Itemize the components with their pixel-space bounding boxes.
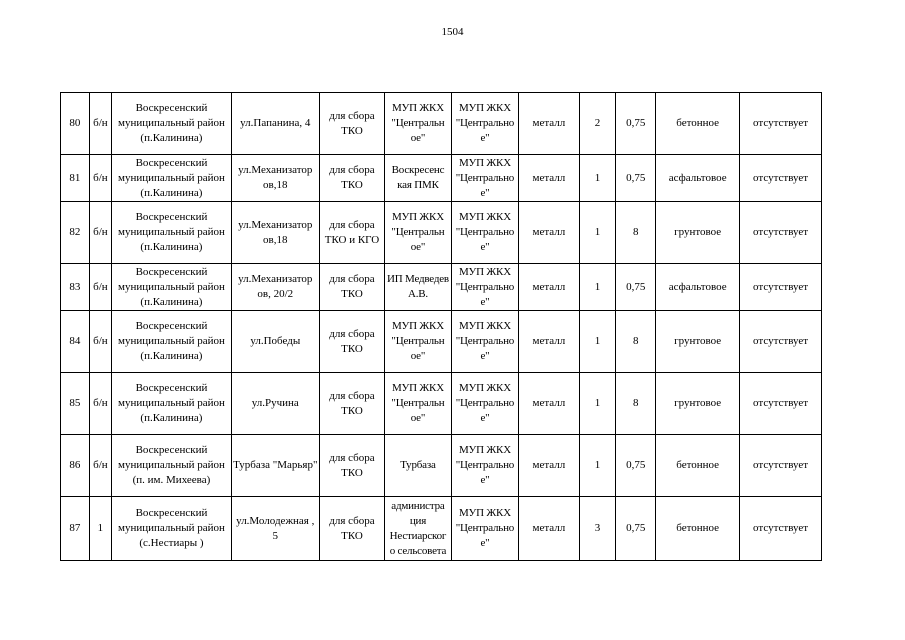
count-cell: 2 bbox=[579, 93, 616, 155]
material-cell: металл bbox=[519, 93, 579, 155]
count-cell: 1 bbox=[579, 311, 616, 373]
volume-cell: 8 bbox=[616, 202, 656, 264]
district-cell: Воскресенский муниципальный район (п.Калинина) bbox=[112, 264, 232, 311]
count-cell: 1 bbox=[579, 264, 616, 311]
surface-cell: асфальтовое bbox=[656, 155, 740, 202]
row-number: 84 bbox=[61, 311, 90, 373]
address-cell: ул.Молодежная , 5 bbox=[231, 497, 319, 561]
volume-cell: 0,75 bbox=[616, 264, 656, 311]
owner-cell: МУП ЖКХ "Центральн ое" bbox=[385, 311, 451, 373]
fence-cell: отсутствует bbox=[740, 93, 822, 155]
volume-cell: 0,75 bbox=[616, 435, 656, 497]
table-row bbox=[61, 202, 822, 264]
fence-cell: отсутствует bbox=[740, 264, 822, 311]
service-cell: МУП ЖКХ "Центрально е" bbox=[451, 202, 519, 264]
table-row bbox=[61, 311, 822, 373]
row-number: 83 bbox=[61, 264, 90, 311]
volume-cell: 8 bbox=[616, 311, 656, 373]
surface-cell: грунтовое bbox=[656, 202, 740, 264]
row-number: 80 bbox=[61, 93, 90, 155]
volume-cell: 8 bbox=[616, 373, 656, 435]
row-code: б/н bbox=[89, 155, 112, 202]
count-cell: 1 bbox=[579, 373, 616, 435]
purpose-cell: для сбора ТКО bbox=[319, 155, 384, 202]
address-cell: ул.Победы bbox=[231, 311, 319, 373]
material-cell: металл bbox=[519, 497, 579, 561]
district-cell: Воскресенский муниципальный район (п.Калинина) bbox=[112, 155, 232, 202]
owner-cell: МУП ЖКХ "Центральн ое" bbox=[385, 202, 451, 264]
district-cell: Воскресенский муниципальный район (п.Калинина) bbox=[112, 311, 232, 373]
surface-cell: бетонное bbox=[656, 435, 740, 497]
surface-cell: бетонное bbox=[656, 497, 740, 561]
table-row bbox=[61, 93, 822, 155]
fence-cell: отсутствует bbox=[740, 435, 822, 497]
address-cell: ул.Механизатор ов,18 bbox=[231, 155, 319, 202]
address-cell: ул.Механизатор ов, 20/2 bbox=[231, 264, 319, 311]
owner-cell: МУП ЖКХ "Центральн ое" bbox=[385, 373, 451, 435]
surface-cell: асфальтовое bbox=[656, 264, 740, 311]
fence-cell: отсутствует bbox=[740, 202, 822, 264]
owner-cell: МУП ЖКХ "Центральн ое" bbox=[385, 93, 451, 155]
table-row bbox=[61, 435, 822, 497]
material-cell: металл bbox=[519, 311, 579, 373]
service-cell: МУП ЖКХ "Центрально е" bbox=[451, 155, 519, 202]
row-code: б/н bbox=[89, 93, 112, 155]
fence-cell: отсутствует bbox=[740, 311, 822, 373]
row-number: 82 bbox=[61, 202, 90, 264]
surface-cell: грунтовое bbox=[656, 373, 740, 435]
purpose-cell: для сбора ТКО bbox=[319, 497, 384, 561]
registry-table bbox=[60, 92, 822, 561]
owner-cell: Турбаза bbox=[385, 435, 451, 497]
row-number: 85 bbox=[61, 373, 90, 435]
volume-cell: 0,75 bbox=[616, 155, 656, 202]
table-row bbox=[61, 373, 822, 435]
material-cell: металл bbox=[519, 202, 579, 264]
owner-cell: администра ция Нестиарског о сельсовета bbox=[385, 497, 451, 561]
material-cell: металл bbox=[519, 435, 579, 497]
purpose-cell: для сбора ТКО bbox=[319, 264, 384, 311]
volume-cell: 0,75 bbox=[616, 93, 656, 155]
material-cell: металл bbox=[519, 264, 579, 311]
row-code: б/н bbox=[89, 435, 112, 497]
row-number: 87 bbox=[61, 497, 90, 561]
row-code: б/н bbox=[89, 373, 112, 435]
count-cell: 1 bbox=[579, 435, 616, 497]
fence-cell: отсутствует bbox=[740, 155, 822, 202]
fence-cell: отсутствует bbox=[740, 497, 822, 561]
service-cell: МУП ЖКХ "Центрально е" bbox=[451, 497, 519, 561]
address-cell: Турбаза "Марьяр" bbox=[231, 435, 319, 497]
purpose-cell: для сбора ТКО и КГО bbox=[319, 202, 384, 264]
row-code: б/н bbox=[89, 202, 112, 264]
page-number: 1504 bbox=[441, 26, 464, 38]
table-row bbox=[61, 264, 822, 311]
service-cell: МУП ЖКХ "Центрально е" bbox=[451, 93, 519, 155]
material-cell: металл bbox=[519, 373, 579, 435]
row-number: 86 bbox=[61, 435, 90, 497]
owner-cell: ИП Медведев А.В. bbox=[385, 264, 451, 311]
district-cell: Воскресенский муниципальный район (с.Нестиары ) bbox=[112, 497, 232, 561]
address-cell: ул.Папанина, 4 bbox=[231, 93, 319, 155]
purpose-cell: для сбора ТКО bbox=[319, 93, 384, 155]
service-cell: МУП ЖКХ "Центрально е" bbox=[451, 373, 519, 435]
material-cell: металл bbox=[519, 155, 579, 202]
row-code: б/н bbox=[89, 264, 112, 311]
purpose-cell: для сбора ТКО bbox=[319, 311, 384, 373]
district-cell: Воскресенский муниципальный район (п. им. Михеева) bbox=[112, 435, 232, 497]
row-code: б/н bbox=[89, 311, 112, 373]
surface-cell: бетонное bbox=[656, 93, 740, 155]
address-cell: ул.Ручина bbox=[231, 373, 319, 435]
district-cell: Воскресенский муниципальный район (п.Калинина) bbox=[112, 93, 232, 155]
district-cell: Воскресенский муниципальный район (п.Калинина) bbox=[112, 202, 232, 264]
service-cell: МУП ЖКХ "Центрально е" bbox=[451, 311, 519, 373]
owner-cell: Воскресенс кая ПМК bbox=[385, 155, 451, 202]
service-cell: МУП ЖКХ "Центрально е" bbox=[451, 264, 519, 311]
row-code: 1 bbox=[89, 497, 112, 561]
service-cell: МУП ЖКХ "Центрально е" bbox=[451, 435, 519, 497]
district-cell: Воскресенский муниципальный район (п.Калинина) bbox=[112, 373, 232, 435]
table-row bbox=[61, 155, 822, 202]
fence-cell: отсутствует bbox=[740, 373, 822, 435]
count-cell: 1 bbox=[579, 155, 616, 202]
surface-cell: грунтовое bbox=[656, 311, 740, 373]
purpose-cell: для сбора ТКО bbox=[319, 435, 384, 497]
purpose-cell: для сбора ТКО bbox=[319, 373, 384, 435]
row-number: 81 bbox=[61, 155, 90, 202]
count-cell: 1 bbox=[579, 202, 616, 264]
volume-cell: 0,75 bbox=[616, 497, 656, 561]
table-row bbox=[61, 497, 822, 561]
address-cell: ул.Механизатор ов,18 bbox=[231, 202, 319, 264]
count-cell: 3 bbox=[579, 497, 616, 561]
